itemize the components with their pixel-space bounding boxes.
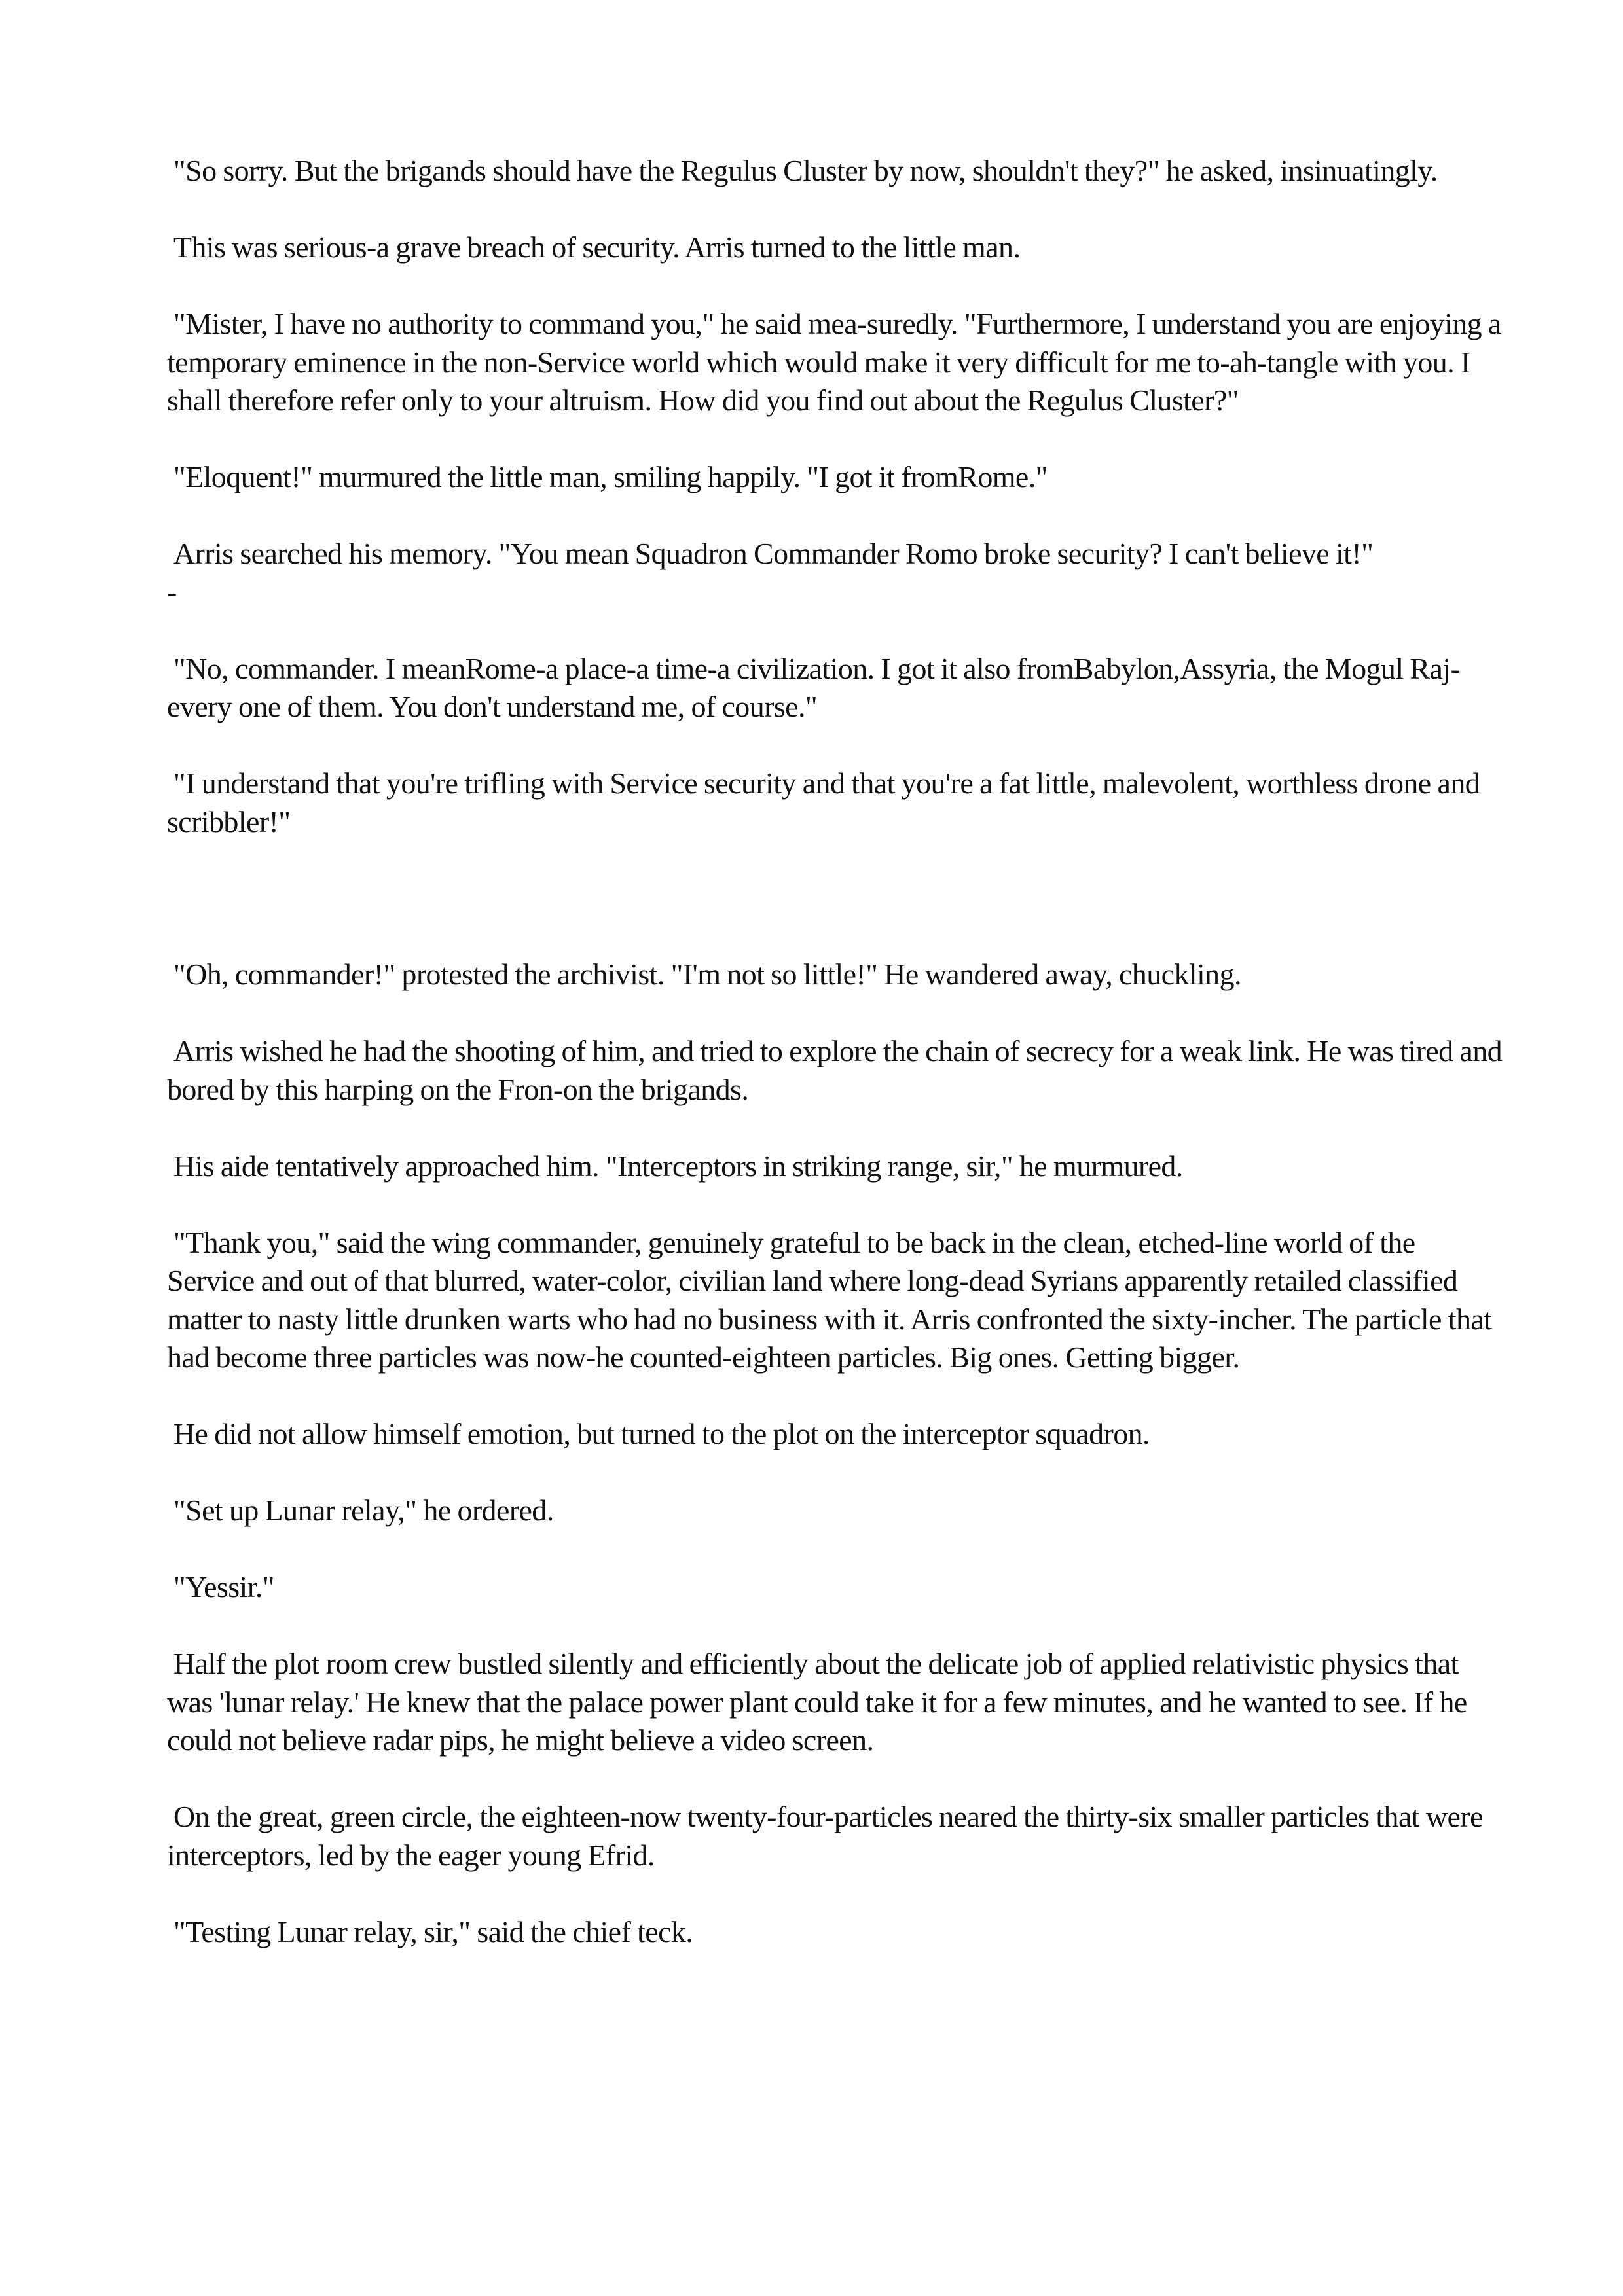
paragraph: "Yessir." [167,1570,274,1604]
paragraph: "Eloquent!" murmured the little man, smiling happily. "I got it fromRome." [167,460,1048,493]
body-text [167,152,1508,1990]
paragraph: "So sorry. But the brigands should have the Regulus Cluster by now, shouldn't they?" he asked, insinuatingly. [167,154,1438,187]
paragraph: "Set up Lunar relay," he ordered. [167,1494,554,1527]
paragraph: "Thank you," said the wing commander, genuinely grateful to be back in the clean, etched-line world of the Service and out of that blurred, water-color, civilian land where long-dead Syrians apparently retailed classified matter to nasty little drunken warts who had no business with it. Arris confronted the sixty-incher. The particle that had become three particles was now-he counted-eighteen particles. Big ones. Getting bigger. [167,1225,1499,1374]
paragraph: "No, commander. I meanRome-a place-a time-a civilization. I got it also fromBabylon,Assyria, the Mogul Raj-every one of them. You don't understand me, of course." [167,651,1461,723]
paragraph: "I understand that you're trifling with Service security and that you're a fat little, malevolent, worthless drone and scribbler!" [167,766,1487,838]
paragraph: "Oh, commander!" protested the archivist. "I'm not so little!" He wandered away, chuckling. [167,958,1241,991]
paragraph: Half the plot room crew bustled silently and efficiently about the delicate job of applied relativistic physics that was 'lunar relay.' He knew that the palace power plant could take it for a few minutes, and he wanted to see. If he could not believe radar pips, he might believe a video screen. [167,1647,1474,1757]
paragraph: Arris wished he had the shooting of him, and tried to explore the chain of secrecy for a weak link. He was tired and bored by this harping on the Fron-on the brigands. [167,1034,1508,1106]
paragraph: This was serious-a grave breach of security. Arris turned to the little man. [167,230,1021,264]
paragraph: Arris searched his memory. "You mean Squadron Commander Romo broke security? I can't believe it!" - [167,537,1374,609]
paragraph: His aide tentatively approached him. "Interceptors in striking range, sir," he murmured. [167,1149,1183,1183]
paragraph: On the great, green circle, the eighteen-now twenty-four-particles neared the thirty-six smaller particles that were interceptors, led by the eager young Efrid. [167,1800,1489,1872]
paragraph: "Mister, I have no authority to command you," he said mea-suredly. "Furthermore, I understand you are enjoying a temporary eminence in the non-Service world which would make it very difficult for me to-ah-tangle with you. I shall therefore refer only to your altruism. How did you find out about the Regulus Cluster?" [167,307,1508,417]
paragraph: He did not allow himself emotion, but turned to the plot on the interceptor squadron. [167,1417,1150,1450]
paragraph: "Testing Lunar relay, sir," said the chief teck. [167,1914,693,1948]
